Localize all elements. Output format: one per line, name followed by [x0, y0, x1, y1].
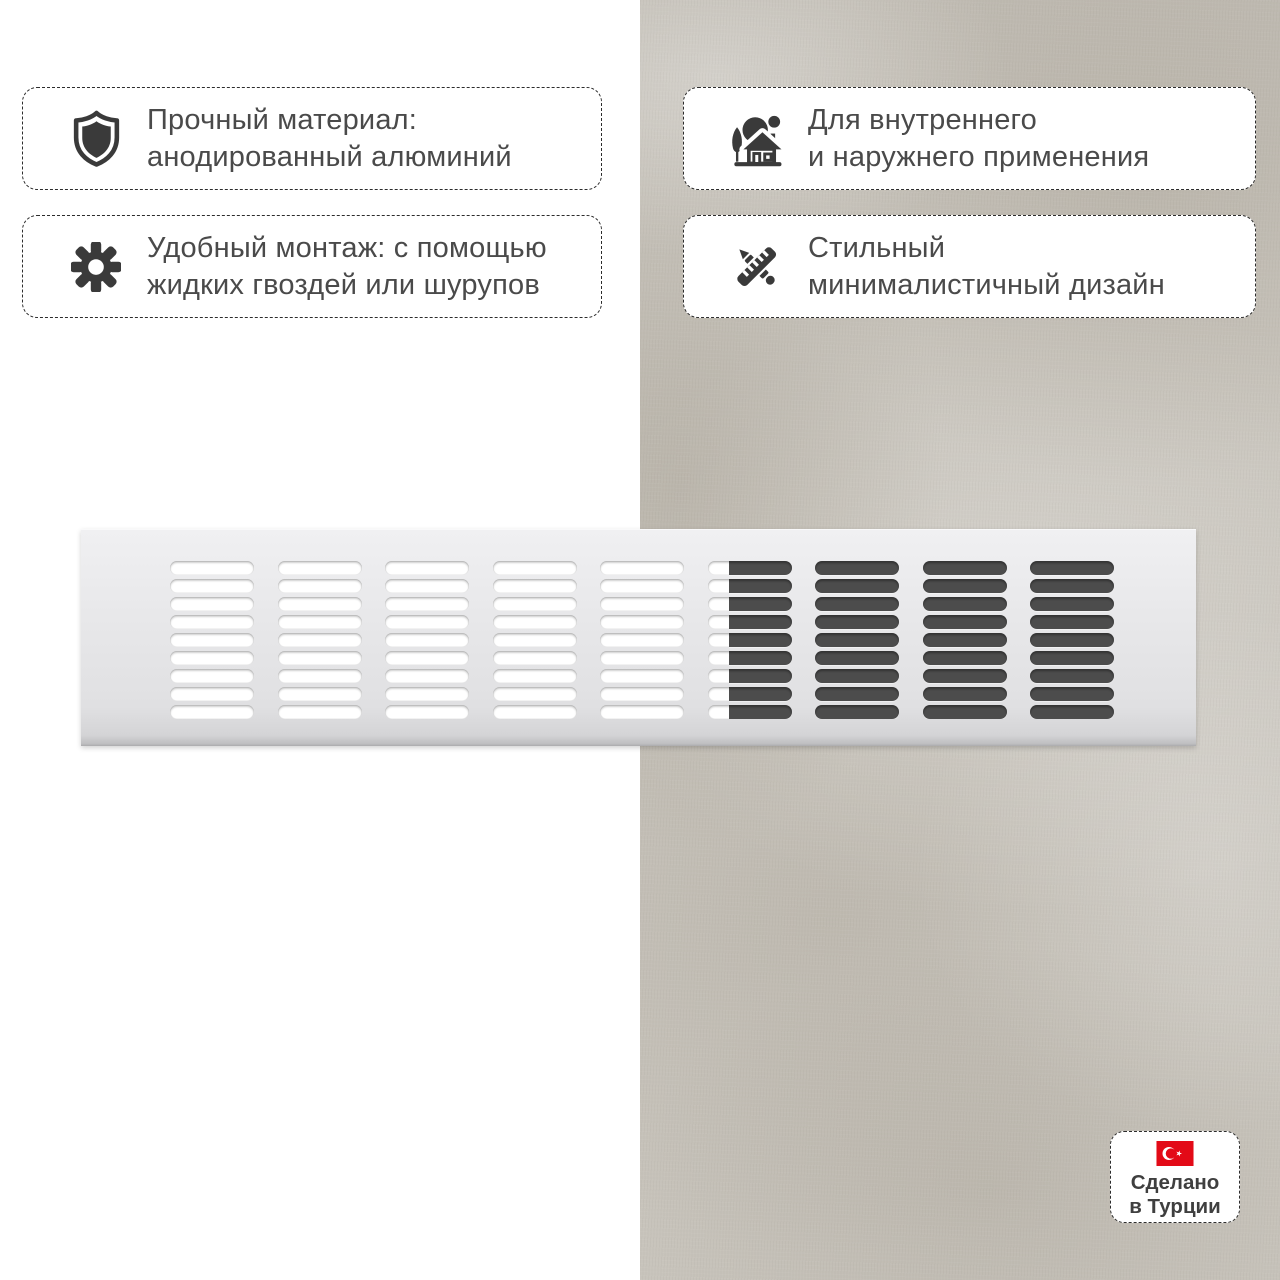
grille-slot [385, 597, 469, 611]
feature-text [808, 102, 1149, 176]
grille-slot [493, 633, 577, 647]
grille-slot [923, 579, 1007, 593]
grille-slot [385, 561, 469, 575]
grille-slot [170, 651, 254, 665]
grille-slot [385, 687, 469, 701]
grille-slot [1030, 687, 1114, 701]
grille-slot [600, 669, 684, 683]
grille-slot [385, 669, 469, 683]
grille-slot [170, 633, 254, 647]
grille-slot [278, 651, 362, 665]
grille-slot [170, 579, 254, 593]
grille-slot [923, 705, 1007, 719]
feature-line: Для внутреннего [808, 103, 1038, 136]
grille-slot [170, 669, 254, 683]
grille-slot [493, 687, 577, 701]
grille-slot [278, 561, 362, 575]
grille-slot [493, 615, 577, 629]
grille-slot [278, 705, 362, 719]
made-in-turkey-badge [1110, 1131, 1240, 1223]
feature-durable-material [22, 87, 602, 190]
grille-slot [923, 687, 1007, 701]
grille-slot [600, 561, 684, 575]
turkey-flag-icon [1156, 1141, 1194, 1166]
grille-slot [385, 633, 469, 647]
pencil-ruler-icon [728, 237, 786, 297]
grille-slot [1030, 651, 1114, 665]
grille-slot [815, 597, 899, 611]
grille-slot [278, 597, 362, 611]
grille-slot [385, 705, 469, 719]
grille-slot [923, 615, 1007, 629]
grille-slot [815, 633, 899, 647]
feature-line: Удобный монтаж: с помощью [147, 231, 547, 264]
feature-easy-mounting [22, 215, 602, 318]
grille-slot [600, 597, 684, 611]
grille-slot [493, 561, 577, 575]
grille-slot [493, 651, 577, 665]
grille-slot [1030, 615, 1114, 629]
feature-line: Стильный [808, 231, 946, 264]
grille-slot [170, 705, 254, 719]
feature-line: Прочный материал: [147, 103, 418, 136]
grille-slot [923, 651, 1007, 665]
feature-text [808, 230, 1165, 304]
grille-slot [493, 579, 577, 593]
feature-line: жидких гвоздей или шурупов [147, 268, 540, 301]
grille-slot [815, 669, 899, 683]
grille-slot [923, 561, 1007, 575]
grille-slot [600, 633, 684, 647]
feature-indoor-outdoor [683, 87, 1256, 190]
grille-slot [170, 561, 254, 575]
grille-slot [278, 687, 362, 701]
feature-line: минималистичный дизайн [808, 268, 1165, 301]
grille-slot [600, 579, 684, 593]
grille-slot [815, 579, 899, 593]
grille-slot [815, 651, 899, 665]
ventilation-grille-image [81, 529, 1196, 746]
grille-slot [278, 579, 362, 593]
grille-slot [923, 597, 1007, 611]
grille-slot [815, 687, 899, 701]
grille-slot [923, 669, 1007, 683]
feature-text [147, 102, 512, 176]
feature-line: анодированный алюминий [147, 140, 512, 173]
grille-slot [815, 561, 899, 575]
grille-slot [923, 633, 1007, 647]
grille-slot [170, 597, 254, 611]
house-icon [728, 109, 786, 169]
gear-icon [67, 237, 125, 297]
feature-minimalist-design [683, 215, 1256, 318]
badge-line: в Турции [1129, 1195, 1221, 1218]
grille-slot [385, 615, 469, 629]
grille-slot [815, 705, 899, 719]
grille-slot [600, 705, 684, 719]
grille-slot [1030, 633, 1114, 647]
grille-slot [278, 669, 362, 683]
badge-line: Сделано [1130, 1171, 1220, 1194]
feature-text [147, 230, 547, 304]
grille-slot [1030, 597, 1114, 611]
grille-slot [493, 597, 577, 611]
grille-slot [493, 705, 577, 719]
grille-slot [1030, 579, 1114, 593]
grille-slot [815, 615, 899, 629]
grille-slot [278, 615, 362, 629]
grille-slot [1030, 669, 1114, 683]
grille-slot [278, 633, 362, 647]
grille-slot [493, 669, 577, 683]
feature-line: и наружнего применения [808, 140, 1150, 173]
grille-slot [170, 687, 254, 701]
grille-slot [385, 579, 469, 593]
grille-slot [600, 651, 684, 665]
grille-slot [385, 651, 469, 665]
shield-icon [67, 109, 125, 169]
grille-slot [600, 615, 684, 629]
grille-slot [1030, 705, 1114, 719]
grille-slot [1030, 561, 1114, 575]
grille-slot [170, 615, 254, 629]
grille-slot [600, 687, 684, 701]
